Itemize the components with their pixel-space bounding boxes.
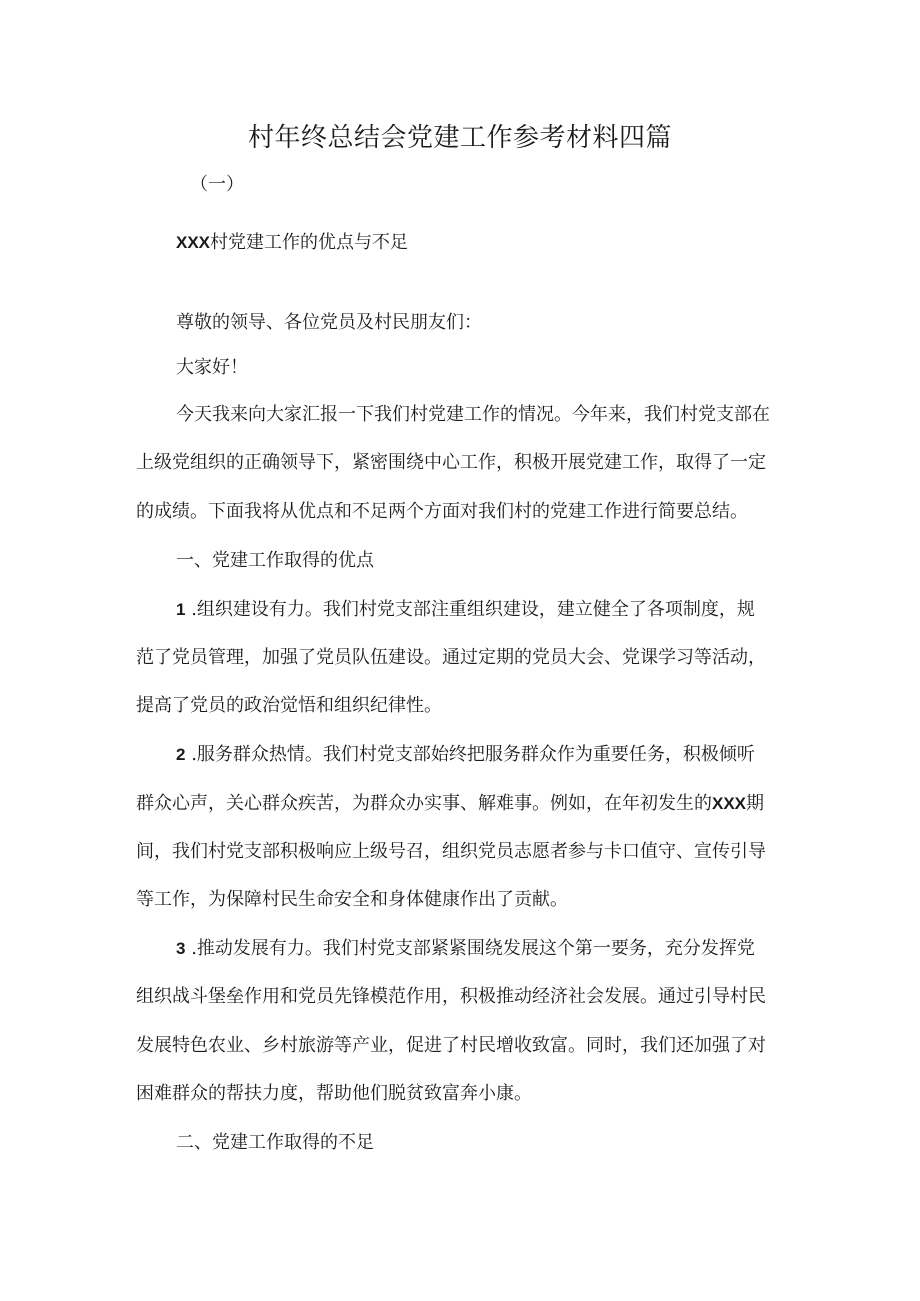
heading-shortcomings: 二、党建工作取得的不足 [176, 1132, 374, 1153]
item-1-line-3: 提高了党员的政治觉悟和组织纪律性。 [136, 695, 442, 716]
subtitle [176, 228, 832, 258]
item-1-line-1: 1 .组织建设有力。我们村党支部注重组织建设，建立健全了各项制度，规 [176, 599, 755, 620]
intro-line-2: 上级党组织的正确领导下，紧密围绕中心工作，积极开展党建工作，取得了一定 [136, 452, 766, 473]
section-marker: （一） [190, 174, 244, 195]
subtitle-text: 村党建工作的优点与不足 [210, 232, 409, 253]
document-title: 村年终总结会党建工作参考材料四篇 [247, 123, 672, 153]
subtitle-code: XXX [176, 233, 211, 252]
intro-line-3: 的成绩。下面我将从优点和不足两个方面对我们村的党建工作进行简要总结。 [136, 501, 748, 522]
item-1-line-2: 范了党员管理，加强了党员队伍建设。通过定期的党员大会、党课学习等活动， [136, 647, 766, 668]
item-3-line-4: 困难群众的帮扶力度，帮助他们脱贫致富奔小康。 [136, 1083, 532, 1104]
greeting: 尊敬的领导、各位党员及村民朋友们： [176, 312, 482, 333]
item-1-number: 1 [176, 600, 186, 619]
item-2-line-1: 2 .服务群众热情。我们村党支部始终把服务群众作为重要任务，积极倾听 [176, 744, 755, 765]
item-3-line-1: 3 .推动发展有力。我们村党支部紧紧围绕发展这个第一要务，充分发挥党 [176, 938, 755, 959]
item-2-line-2: 群众心声，关心群众疾苦，为群众办实事、解难事。例如，在年初发生的XXX期 [136, 793, 765, 814]
item-2-code: XXX [712, 794, 747, 813]
item-2-line-3: 间，我们村党支部积极响应上级号召，组织党员志愿者参与卡口值守、宣传引导 [136, 841, 766, 862]
item-2-number: 2 [176, 745, 186, 764]
item-3-line-3: 发展特色农业、乡村旅游等产业，促进了村民增收致富。同时，我们还加强了对 [136, 1035, 766, 1056]
intro-line-1: 今天我来向大家汇报一下我们村党建工作的情况。今年来，我们村党支部在 [176, 404, 770, 425]
item-2-line-4: 等工作，为保障村民生命安全和身体健康作出了贡献。 [136, 889, 568, 910]
item-3-number: 3 [176, 939, 186, 958]
hello: 大家好！ [176, 357, 248, 378]
item-3-line-2: 组织战斗堡垒作用和党员先锋模范作用，积极推动经济社会发展。通过引导村民 [136, 986, 766, 1007]
heading-strengths: 一、党建工作取得的优点 [176, 550, 374, 571]
